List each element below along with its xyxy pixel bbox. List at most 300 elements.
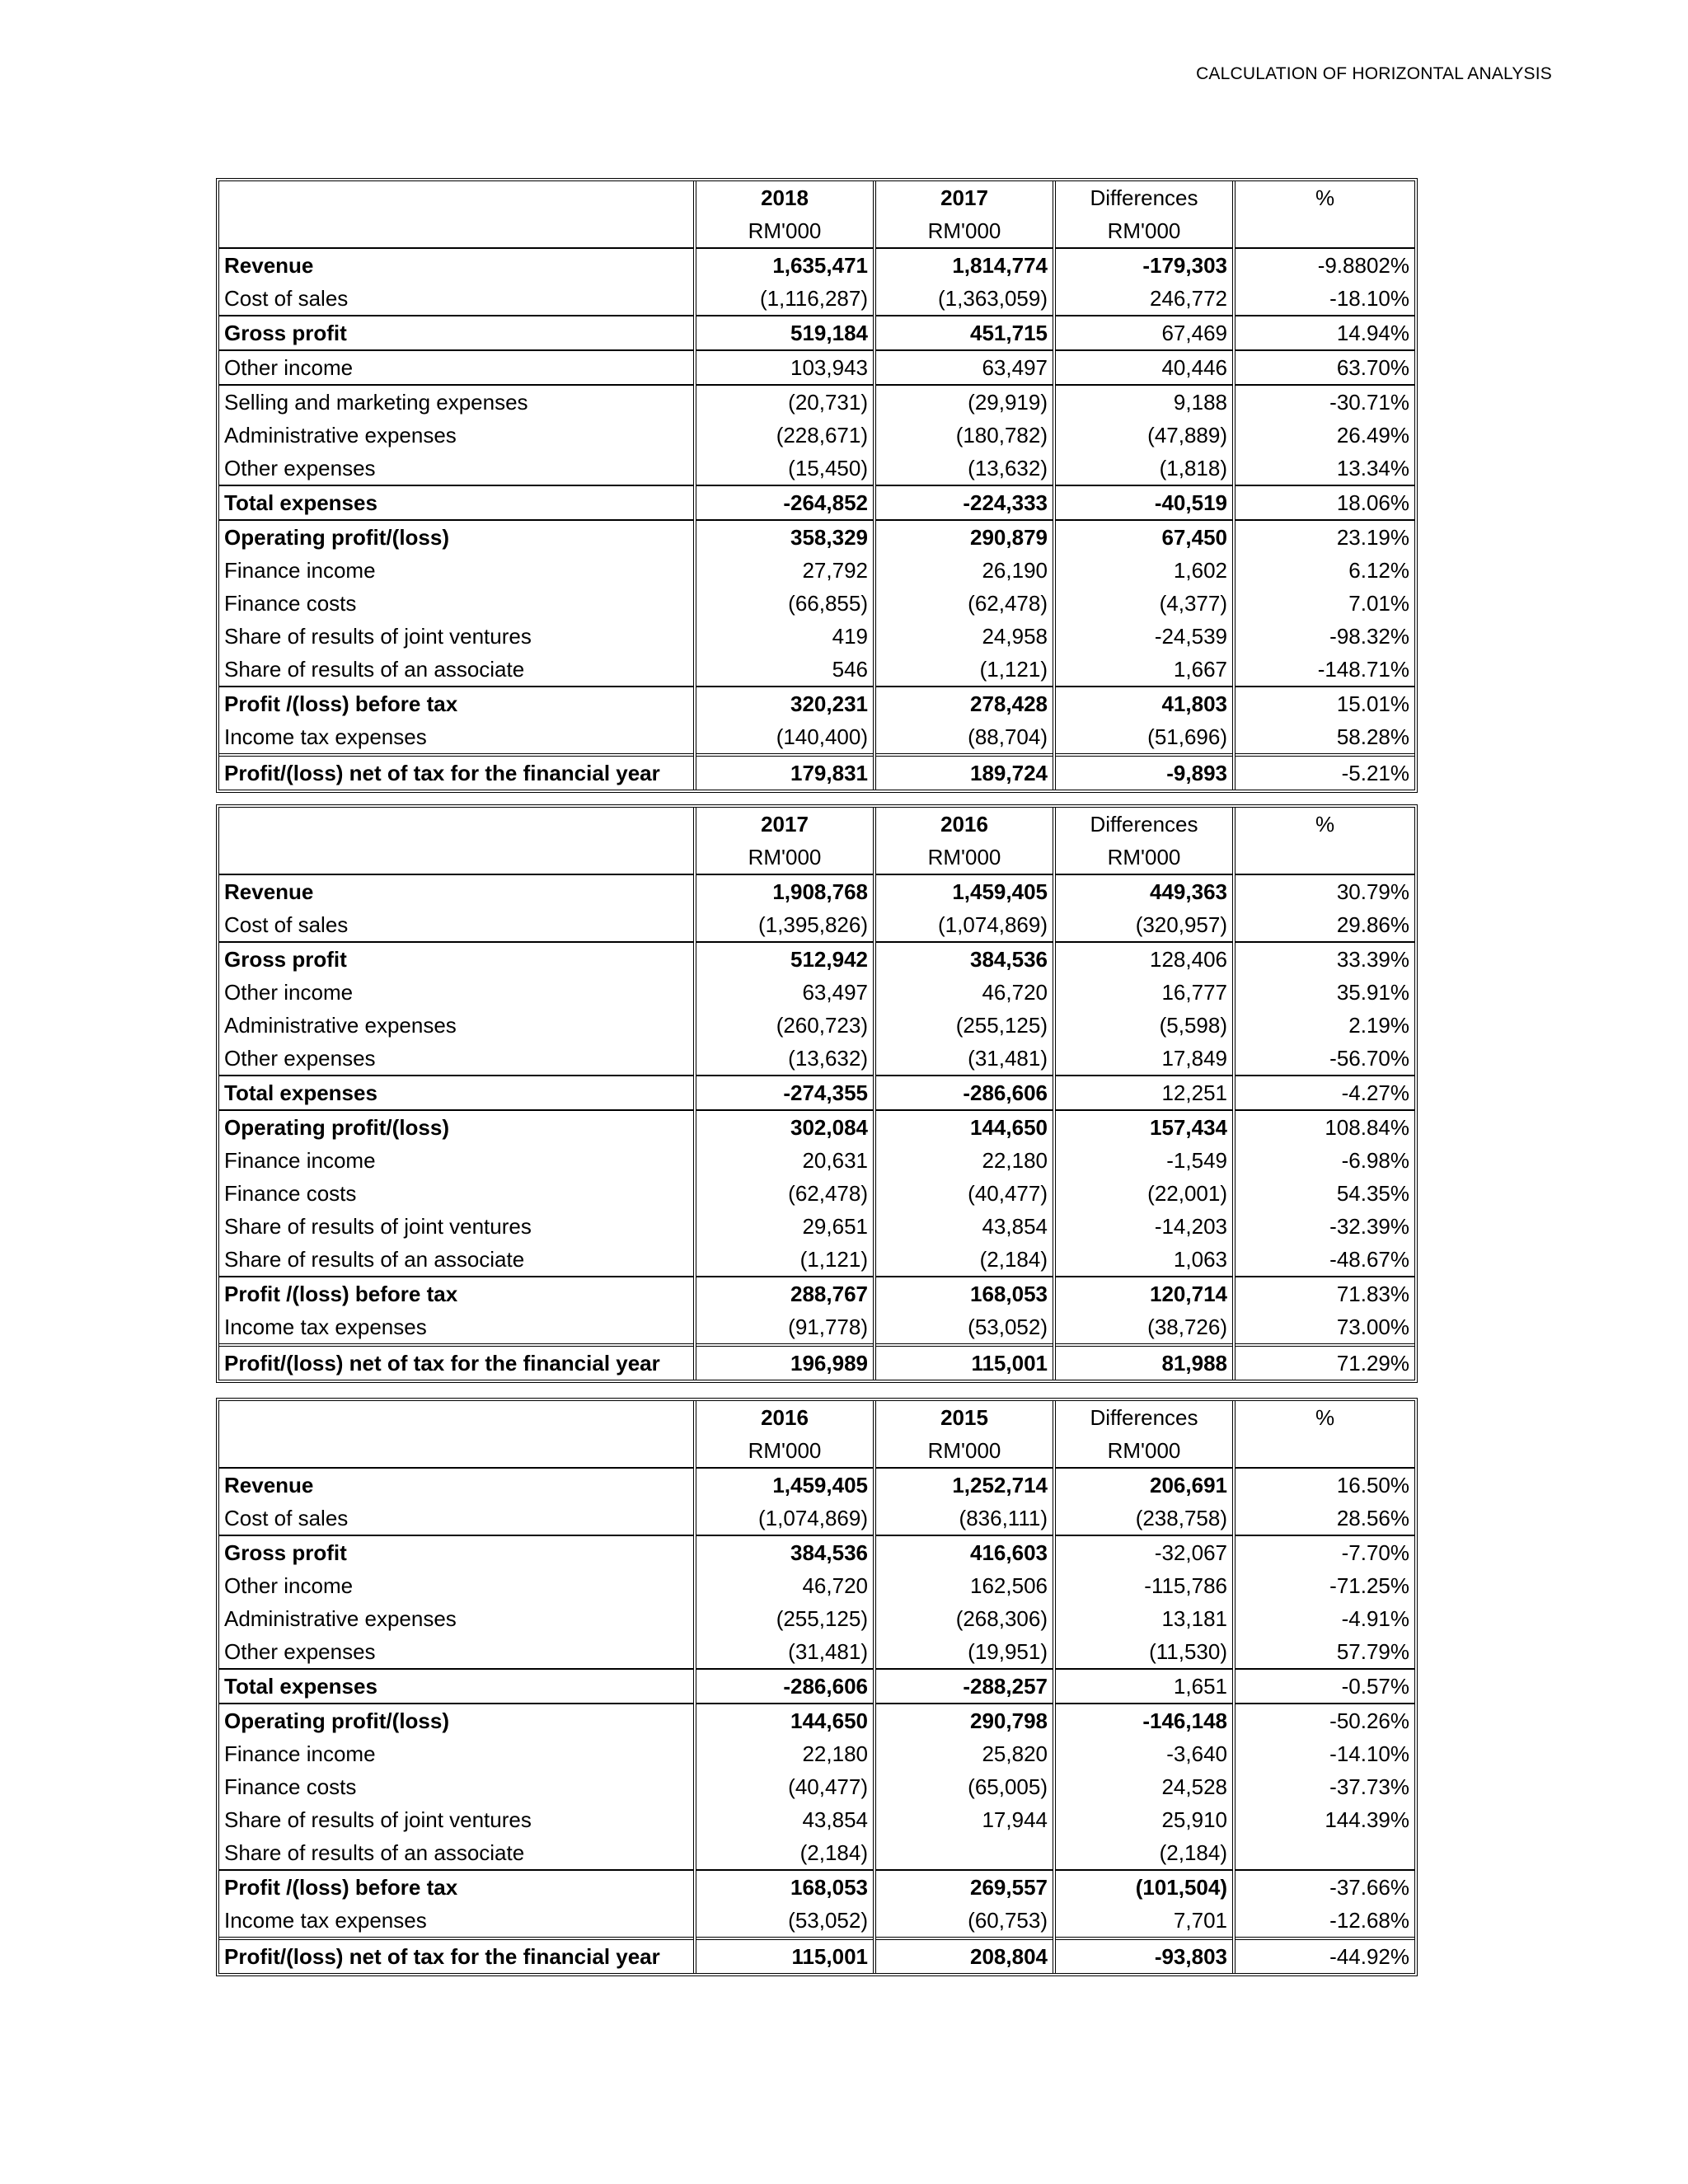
row-label: Operating profit/(loss) xyxy=(219,1110,695,1144)
value-percent: -71.25% xyxy=(1329,1573,1409,1598)
value-percent: -4.27% xyxy=(1234,1076,1414,1110)
row-label: Finance income xyxy=(219,554,695,587)
value-percent: 23.19% xyxy=(1234,520,1414,554)
value-difference: 13,181 xyxy=(1054,1602,1234,1635)
value-year-a: (62,478) xyxy=(695,1177,874,1210)
value-percent: -18.10% xyxy=(1329,286,1409,311)
value-year-b: 22,180 xyxy=(874,1144,1054,1177)
income-statement-table xyxy=(219,808,1414,1380)
value-year-a: 103,943 xyxy=(695,350,874,385)
value-percent: -37.66% xyxy=(1234,1870,1414,1904)
value-year-b: -288,257 xyxy=(874,1669,1054,1704)
percent-header: % xyxy=(1315,1405,1335,1430)
value-percent: 33.39% xyxy=(1234,942,1414,976)
value-difference: (238,758) xyxy=(1054,1502,1234,1535)
value-year-b: (836,111) xyxy=(874,1502,1054,1535)
header-row-units xyxy=(219,841,1414,874)
row-label: Income tax expenses xyxy=(219,720,695,755)
value-percent: 35.91% xyxy=(1336,980,1409,1005)
value-year-a: (2,184) xyxy=(695,1836,874,1870)
percent-header: % xyxy=(1315,185,1335,210)
table-row xyxy=(219,1144,1414,1177)
header-row-years xyxy=(219,1401,1414,1434)
row-label: Profit/(loss) net of tax for the financial year xyxy=(219,1345,695,1380)
value-difference: 449,363 xyxy=(1054,874,1234,908)
horizontal-analysis-table-2017-2016 xyxy=(216,804,1418,1383)
row-label: Finance income xyxy=(219,1144,695,1177)
table-row xyxy=(219,1177,1414,1210)
table-row xyxy=(219,1076,1414,1110)
value-percent: -9.8802% xyxy=(1317,253,1409,278)
unit-header: RM'000 xyxy=(1054,1434,1234,1468)
value-difference: -14,203 xyxy=(1054,1210,1234,1243)
table-row xyxy=(219,1836,1414,1870)
table-row xyxy=(219,350,1414,385)
value-percent: -37.73% xyxy=(1329,1774,1409,1799)
value-year-b: 451,715 xyxy=(874,316,1054,350)
table-row xyxy=(219,976,1414,1009)
value-percent: 16.50% xyxy=(1336,1473,1409,1497)
value-year-b: (62,478) xyxy=(874,587,1054,620)
header-blank xyxy=(219,1434,695,1468)
value-percent: 108.84% xyxy=(1234,1110,1414,1144)
table-row xyxy=(219,1737,1414,1770)
unit-header: RM'000 xyxy=(874,1434,1054,1468)
value-year-a: 20,631 xyxy=(695,1144,874,1177)
table-row xyxy=(219,282,1414,316)
value-year-b: (1,074,869) xyxy=(874,908,1054,942)
table-row xyxy=(219,720,1414,755)
value-year-a: 115,001 xyxy=(695,1938,874,1973)
value-percent: -5.21% xyxy=(1234,755,1414,790)
value-percent: -32.39% xyxy=(1329,1214,1409,1239)
value-year-a: (15,450) xyxy=(695,452,874,485)
value-difference: 7,701 xyxy=(1054,1904,1234,1938)
value-year-a: 320,231 xyxy=(695,687,874,720)
value-year-a: 144,650 xyxy=(695,1704,874,1737)
value-difference: 12,251 xyxy=(1054,1076,1234,1110)
header-blank xyxy=(219,214,695,248)
table-row xyxy=(219,1569,1414,1602)
value-year-b: 63,497 xyxy=(874,350,1054,385)
value-year-a: (228,671) xyxy=(695,419,874,452)
header-blank xyxy=(219,181,695,214)
value-difference: -1,549 xyxy=(1054,1144,1234,1177)
value-difference: 25,910 xyxy=(1054,1803,1234,1836)
year-a-header: 2018 xyxy=(695,181,874,214)
unit-header: RM'000 xyxy=(695,841,874,874)
value-percent: -98.32% xyxy=(1329,624,1409,649)
row-label: Share of results of an associate xyxy=(219,653,695,687)
value-percent: 18.06% xyxy=(1234,485,1414,520)
value-year-b: (19,951) xyxy=(874,1635,1054,1669)
header-row-years xyxy=(219,808,1414,841)
value-year-b: 269,557 xyxy=(874,1870,1054,1904)
row-label: Administrative expenses xyxy=(219,419,695,452)
table-row xyxy=(219,1502,1414,1535)
table-row xyxy=(219,485,1414,520)
value-percent: 29.86% xyxy=(1336,912,1409,937)
value-year-b: (88,704) xyxy=(874,720,1054,755)
row-label: Profit /(loss) before tax xyxy=(219,687,695,720)
row-label: Administrative expenses xyxy=(219,1009,695,1042)
row-label: Finance costs xyxy=(219,1770,695,1803)
value-percent: 57.79% xyxy=(1336,1639,1409,1664)
value-year-a: 1,908,768 xyxy=(695,874,874,908)
value-difference: -9,893 xyxy=(1054,755,1234,790)
value-difference: (5,598) xyxy=(1054,1009,1234,1042)
value-year-b: 290,879 xyxy=(874,520,1054,554)
page-title: CALCULATION OF HORIZONTAL ANALYSIS xyxy=(1196,64,1552,83)
value-difference: 206,691 xyxy=(1054,1468,1234,1502)
row-label: Other income xyxy=(219,350,695,385)
value-year-b: 24,958 xyxy=(874,620,1054,653)
row-label: Gross profit xyxy=(219,1535,695,1569)
value-year-b: 115,001 xyxy=(874,1345,1054,1380)
value-difference: (101,504) xyxy=(1054,1870,1234,1904)
header-blank xyxy=(219,808,695,841)
value-percent: 6.12% xyxy=(1348,558,1409,583)
table-row xyxy=(219,1602,1414,1635)
table-row xyxy=(219,1468,1414,1502)
value-year-a: 179,831 xyxy=(695,755,874,790)
value-year-a: -286,606 xyxy=(695,1669,874,1704)
unit-blank xyxy=(1234,214,1414,248)
year-a-header: 2017 xyxy=(695,808,874,841)
table-row xyxy=(219,1243,1414,1277)
value-year-b: 162,506 xyxy=(874,1569,1054,1602)
horizontal-analysis-table-2018-2017 xyxy=(216,178,1418,793)
value-year-b: 189,724 xyxy=(874,755,1054,790)
table-row xyxy=(219,1345,1414,1380)
value-difference: 41,803 xyxy=(1054,687,1234,720)
row-label: Share of results of joint ventures xyxy=(219,1803,695,1836)
horizontal-analysis-table-2016-2015 xyxy=(216,1398,1418,1976)
income-statement-table xyxy=(219,1401,1414,1973)
value-difference: (320,957) xyxy=(1054,908,1234,942)
value-year-a: 196,989 xyxy=(695,1345,874,1380)
value-percent: 71.29% xyxy=(1234,1345,1414,1380)
value-year-b: (65,005) xyxy=(874,1770,1054,1803)
table-row xyxy=(219,1870,1414,1904)
value-year-b: 46,720 xyxy=(874,976,1054,1009)
row-label: Cost of sales xyxy=(219,1502,695,1535)
value-year-b: -224,333 xyxy=(874,485,1054,520)
value-percent: 63.70% xyxy=(1234,350,1414,385)
table-row xyxy=(219,755,1414,790)
value-difference: 246,772 xyxy=(1054,282,1234,316)
table-row xyxy=(219,874,1414,908)
value-difference: -32,067 xyxy=(1054,1535,1234,1569)
value-year-b: -286,606 xyxy=(874,1076,1054,1110)
value-year-b: 1,252,714 xyxy=(874,1468,1054,1502)
value-year-b: 43,854 xyxy=(874,1210,1054,1243)
value-year-a: (1,121) xyxy=(695,1243,874,1277)
value-year-a: 384,536 xyxy=(695,1535,874,1569)
row-label: Share of results of joint ventures xyxy=(219,620,695,653)
table-row xyxy=(219,1669,1414,1704)
value-difference: 16,777 xyxy=(1054,976,1234,1009)
percent-header: % xyxy=(1315,812,1335,837)
value-difference: -3,640 xyxy=(1054,1737,1234,1770)
unit-header: RM'000 xyxy=(1054,841,1234,874)
value-year-a: 1,635,471 xyxy=(695,248,874,282)
value-difference: 1,602 xyxy=(1054,554,1234,587)
value-percent: -14.10% xyxy=(1329,1741,1409,1766)
year-b-header: 2016 xyxy=(874,808,1054,841)
value-year-b: 384,536 xyxy=(874,942,1054,976)
value-year-b xyxy=(874,1836,1054,1870)
value-percent: -56.70% xyxy=(1329,1046,1409,1071)
value-year-a: 29,651 xyxy=(695,1210,874,1243)
table-row xyxy=(219,653,1414,687)
value-difference: -146,148 xyxy=(1054,1704,1234,1737)
table-row xyxy=(219,1535,1414,1569)
value-year-a: (53,052) xyxy=(695,1904,874,1938)
row-label: Share of results of an associate xyxy=(219,1836,695,1870)
header-row-years xyxy=(219,181,1414,214)
value-difference: -24,539 xyxy=(1054,620,1234,653)
table-row xyxy=(219,1904,1414,1938)
value-percent: -7.70% xyxy=(1234,1535,1414,1569)
row-label: Revenue xyxy=(219,1468,695,1502)
unit-header: RM'000 xyxy=(874,214,1054,248)
value-year-a: 288,767 xyxy=(695,1277,874,1310)
unit-header: RM'000 xyxy=(695,1434,874,1468)
year-b-header: 2017 xyxy=(874,181,1054,214)
value-difference: 67,469 xyxy=(1054,316,1234,350)
value-year-b: (29,919) xyxy=(874,385,1054,419)
value-year-a: -274,355 xyxy=(695,1076,874,1110)
row-label: Revenue xyxy=(219,874,695,908)
table-row xyxy=(219,1009,1414,1042)
value-year-b: (180,782) xyxy=(874,419,1054,452)
header-row-units xyxy=(219,1434,1414,1468)
value-difference: (1,818) xyxy=(1054,452,1234,485)
table-row xyxy=(219,1770,1414,1803)
value-difference: (22,001) xyxy=(1054,1177,1234,1210)
header-blank xyxy=(219,841,695,874)
value-year-a: 1,459,405 xyxy=(695,1468,874,1502)
value-difference: 17,849 xyxy=(1054,1042,1234,1076)
table-row xyxy=(219,1110,1414,1144)
value-year-a: 43,854 xyxy=(695,1803,874,1836)
value-difference: (47,889) xyxy=(1054,419,1234,452)
row-label: Revenue xyxy=(219,248,695,282)
value-percent: -50.26% xyxy=(1234,1704,1414,1737)
year-a-header: 2016 xyxy=(695,1401,874,1434)
value-difference: 128,406 xyxy=(1054,942,1234,976)
value-difference: 120,714 xyxy=(1054,1277,1234,1310)
value-percent: -12.68% xyxy=(1329,1908,1409,1933)
value-year-a: 419 xyxy=(695,620,874,653)
row-label: Cost of sales xyxy=(219,908,695,942)
value-percent: 14.94% xyxy=(1234,316,1414,350)
value-percent: -4.91% xyxy=(1341,1606,1409,1631)
value-year-b: 278,428 xyxy=(874,687,1054,720)
row-label: Finance income xyxy=(219,1737,695,1770)
row-label: Administrative expenses xyxy=(219,1602,695,1635)
value-difference: 9,188 xyxy=(1054,385,1234,419)
row-label: Total expenses xyxy=(219,1669,695,1704)
value-year-b: (31,481) xyxy=(874,1042,1054,1076)
table-row xyxy=(219,1704,1414,1737)
value-percent: 7.01% xyxy=(1348,591,1409,616)
value-difference: 1,651 xyxy=(1054,1669,1234,1704)
table-row xyxy=(219,620,1414,653)
value-year-b: (2,184) xyxy=(874,1243,1054,1277)
value-percent: -148.71% xyxy=(1317,657,1409,682)
value-difference: (51,696) xyxy=(1054,720,1234,755)
value-year-b: (53,052) xyxy=(874,1310,1054,1345)
value-difference: (4,377) xyxy=(1054,587,1234,620)
value-percent: 144.39% xyxy=(1325,1807,1409,1832)
value-year-a: (1,395,826) xyxy=(695,908,874,942)
differences-header: Differences xyxy=(1054,181,1234,214)
value-percent: 73.00% xyxy=(1336,1315,1409,1339)
row-label: Profit/(loss) net of tax for the financial year xyxy=(219,1938,695,1973)
value-difference: 81,988 xyxy=(1054,1345,1234,1380)
table-row xyxy=(219,587,1414,620)
value-year-a: (1,074,869) xyxy=(695,1502,874,1535)
value-percent: 13.34% xyxy=(1336,456,1409,480)
row-label: Profit /(loss) before tax xyxy=(219,1277,695,1310)
value-difference: 1,667 xyxy=(1054,653,1234,687)
table-row xyxy=(219,1277,1414,1310)
value-percent: 26.49% xyxy=(1336,423,1409,448)
value-year-a: (31,481) xyxy=(695,1635,874,1669)
value-percent: 30.79% xyxy=(1336,879,1409,904)
value-percent: -6.98% xyxy=(1341,1148,1409,1173)
header-row-units xyxy=(219,214,1414,248)
value-percent: -0.57% xyxy=(1234,1669,1414,1704)
value-percent: -30.71% xyxy=(1234,385,1414,419)
value-year-a: (40,477) xyxy=(695,1770,874,1803)
value-year-b: 416,603 xyxy=(874,1535,1054,1569)
value-percent: 15.01% xyxy=(1234,687,1414,720)
value-year-a: (1,116,287) xyxy=(695,282,874,316)
value-year-b: (255,125) xyxy=(874,1009,1054,1042)
value-year-b: (1,121) xyxy=(874,653,1054,687)
table-row xyxy=(219,248,1414,282)
row-label: Share of results of joint ventures xyxy=(219,1210,695,1243)
value-year-b: 1,459,405 xyxy=(874,874,1054,908)
value-year-a: 302,084 xyxy=(695,1110,874,1144)
row-label: Profit /(loss) before tax xyxy=(219,1870,695,1904)
value-percent: 58.28% xyxy=(1336,724,1409,749)
value-difference: (11,530) xyxy=(1054,1635,1234,1669)
table-row xyxy=(219,554,1414,587)
value-percent: 28.56% xyxy=(1336,1506,1409,1530)
table-row xyxy=(219,1635,1414,1669)
value-year-b: 1,814,774 xyxy=(874,248,1054,282)
value-difference: -179,303 xyxy=(1054,248,1234,282)
row-label: Finance costs xyxy=(219,587,695,620)
value-percent: -48.67% xyxy=(1329,1247,1409,1272)
value-year-a: 22,180 xyxy=(695,1737,874,1770)
value-year-b: 290,798 xyxy=(874,1704,1054,1737)
value-percent: 71.83% xyxy=(1234,1277,1414,1310)
value-percent xyxy=(1234,1836,1414,1870)
value-year-a: (66,855) xyxy=(695,587,874,620)
value-year-a: 519,184 xyxy=(695,316,874,350)
row-label: Selling and marketing expenses xyxy=(219,385,695,419)
value-difference: 1,063 xyxy=(1054,1243,1234,1277)
unit-blank xyxy=(1234,841,1414,874)
value-difference: -40,519 xyxy=(1054,485,1234,520)
value-year-a: 512,942 xyxy=(695,942,874,976)
unit-blank xyxy=(1234,1434,1414,1468)
value-year-a: (140,400) xyxy=(695,720,874,755)
header-blank xyxy=(219,1401,695,1434)
value-percent: -44.92% xyxy=(1234,1938,1414,1973)
value-difference: 67,450 xyxy=(1054,520,1234,554)
value-year-b: (40,477) xyxy=(874,1177,1054,1210)
table-row xyxy=(219,1938,1414,1973)
unit-header: RM'000 xyxy=(874,841,1054,874)
row-label: Operating profit/(loss) xyxy=(219,1704,695,1737)
value-year-b: 17,944 xyxy=(874,1803,1054,1836)
income-statement-table xyxy=(219,181,1414,790)
row-label: Gross profit xyxy=(219,316,695,350)
table-row xyxy=(219,908,1414,942)
table-row xyxy=(219,419,1414,452)
row-label: Other income xyxy=(219,1569,695,1602)
row-label: Income tax expenses xyxy=(219,1904,695,1938)
unit-header: RM'000 xyxy=(1054,214,1234,248)
table-row xyxy=(219,520,1414,554)
value-year-a: 168,053 xyxy=(695,1870,874,1904)
value-year-a: 27,792 xyxy=(695,554,874,587)
differences-header: Differences xyxy=(1054,808,1234,841)
value-difference: 157,434 xyxy=(1054,1110,1234,1144)
table-row xyxy=(219,1310,1414,1345)
value-year-a: 546 xyxy=(695,653,874,687)
row-label: Income tax expenses xyxy=(219,1310,695,1345)
value-year-b: (268,306) xyxy=(874,1602,1054,1635)
value-percent: 2.19% xyxy=(1348,1013,1409,1038)
value-year-b: (13,632) xyxy=(874,452,1054,485)
row-label: Total expenses xyxy=(219,485,695,520)
row-label: Cost of sales xyxy=(219,282,695,316)
value-year-b: (60,753) xyxy=(874,1904,1054,1938)
table-row xyxy=(219,385,1414,419)
value-percent: 54.35% xyxy=(1336,1181,1409,1206)
row-label: Operating profit/(loss) xyxy=(219,520,695,554)
table-row xyxy=(219,1042,1414,1076)
table-row xyxy=(219,1803,1414,1836)
row-label: Finance costs xyxy=(219,1177,695,1210)
table-row xyxy=(219,316,1414,350)
table-row xyxy=(219,687,1414,720)
table-row xyxy=(219,1210,1414,1243)
year-b-header: 2015 xyxy=(874,1401,1054,1434)
value-year-b: (1,363,059) xyxy=(874,282,1054,316)
value-year-b: 168,053 xyxy=(874,1277,1054,1310)
table-row xyxy=(219,452,1414,485)
value-difference: (2,184) xyxy=(1054,1836,1234,1870)
value-year-a: -264,852 xyxy=(695,485,874,520)
value-difference: -115,786 xyxy=(1054,1569,1234,1602)
value-year-b: 25,820 xyxy=(874,1737,1054,1770)
unit-header: RM'000 xyxy=(695,214,874,248)
value-difference: 40,446 xyxy=(1054,350,1234,385)
value-difference: (38,726) xyxy=(1054,1310,1234,1345)
value-difference: 24,528 xyxy=(1054,1770,1234,1803)
value-year-a: (20,731) xyxy=(695,385,874,419)
value-year-b: 208,804 xyxy=(874,1938,1054,1973)
value-year-b: 144,650 xyxy=(874,1110,1054,1144)
